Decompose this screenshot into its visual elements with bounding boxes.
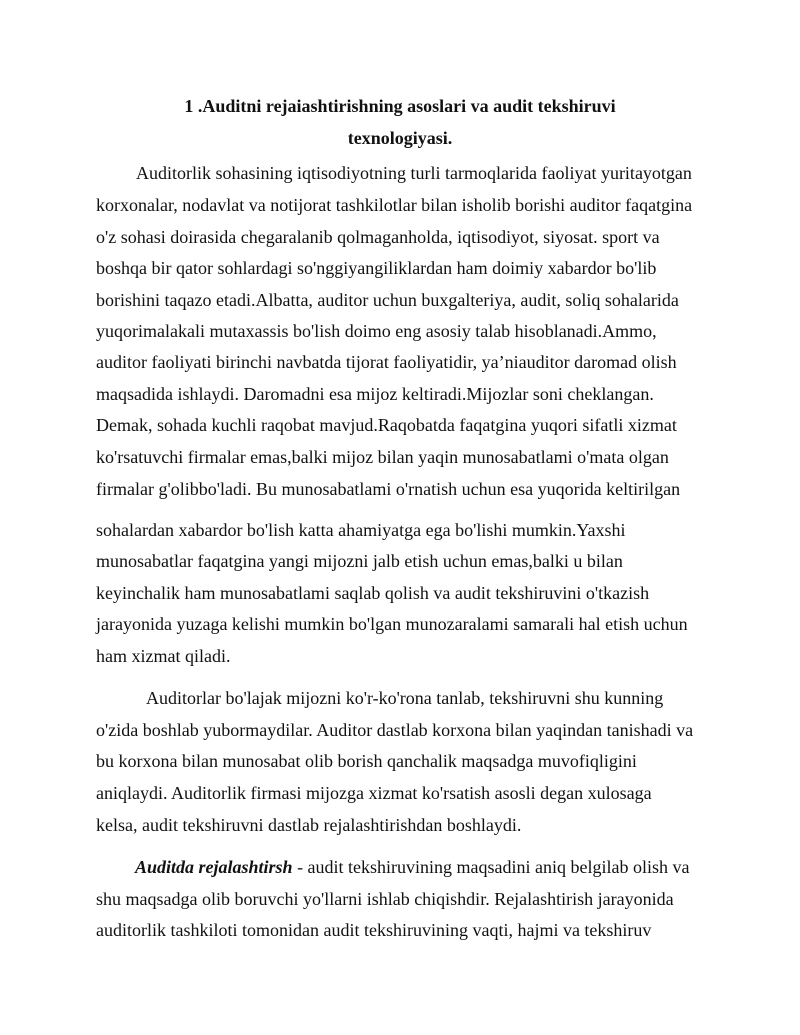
paragraph-1-line: ko'rsatuvchi firmalar emas,balki mijoz bilan yaqin munosabatlami o'mata olgan bbox=[96, 447, 669, 467]
definition-term: Auditda rejalashtirsh bbox=[135, 857, 293, 877]
paragraph-2-line: Auditorlar bo'lajak mijozni ko'r-ko'rona tanlab, tekshiruvni shu kunning bbox=[146, 688, 664, 708]
paragraph-3-line: auditorlik tashkiloti tomonidan audit tekshiruvining vaqti, hajmi va tekshiruv bbox=[96, 920, 652, 940]
paragraph-3-line: shu maqsadga olib boruvchi yo'llarni ishlab chiqishdir. Rejalashtirish jarayonida bbox=[96, 889, 674, 909]
paragraph-1-line: keyinchalik ham munosabatlami saqlab qolish va audit tekshiruvini o'tkazish bbox=[96, 583, 650, 603]
paragraph-1-line: firmalar g'olibbo'ladi. Bu munosabatlami o'rnatish uchun esa yuqorida keltirilgan bbox=[96, 479, 681, 499]
paragraph-1-line: korxonalar, nodavlat va notijorat tashkilotlar bilan isholib borishi auditor faqatgina bbox=[96, 195, 693, 215]
paragraph-1-line: ham xizmat qiladi. bbox=[96, 646, 231, 666]
definition-text: - audit tekshiruvining maqsadini aniq belgilab olish va bbox=[292, 857, 690, 877]
paragraph-1-line: boshqa bir qator sohlardagi so'nggiyangiliklardan ham doimiy xabardor bo'lib bbox=[96, 258, 657, 278]
paragraph-1-line: borishini taqazo etadi.Albatta, auditor uchun buxgalteriya, audit, soliq sohalarida bbox=[96, 290, 679, 310]
paragraph-1-line: yuqorimalakali mutaxassis bo'lish doimo eng asosiy talab hisoblanadi.Ammo, bbox=[96, 321, 657, 341]
paragraph-1-line: munosabatlar faqatgina yangi mijozni jalb etish uchun emas,balki u bilan bbox=[96, 551, 623, 571]
paragraph-2-line: aniqlaydi. Auditorlik firmasi mijozga xizmat ko'rsatish asosli degan xulosaga bbox=[96, 783, 652, 803]
paragraph-1-line: sohalardan xabardor bo'lish katta ahamiyatga ega bo'lishi mumkin.Yaxshi bbox=[96, 520, 626, 540]
paragraph-3-first-line bbox=[135, 857, 755, 877]
document-title-line-2: texnologiyasi. bbox=[347, 128, 453, 148]
paragraph-1-line: Auditorlik sohasining iqtisodiyotning turli tarmoqlarida faoliyat yuritayotgan bbox=[136, 163, 692, 183]
document-title-line-1: 1 .Auditni rejaiashtirishning asoslari va audit tekshiruvi bbox=[184, 96, 616, 116]
paragraph-1-line: maqsadida ishlaydi. Daromadni esa mijoz keltiradi.Mijozlar soni cheklangan. bbox=[96, 384, 654, 404]
paragraph-1-line: o'z sohasi doirasida chegaralanib qolmaganholda, iqtisodiyot, siyosat. sport va bbox=[96, 227, 660, 247]
paragraph-1-line: auditor faoliyati birinchi navbatda tijorat faoliyatidir, ya’niauditor daromad olish bbox=[96, 352, 677, 372]
paragraph-1-line: Demak, sohada kuchli raqobat mavjud.Raqobatda faqatgina yuqori sifatli xizmat bbox=[96, 415, 677, 435]
paragraph-2-line: o'zida boshlab yubormaydilar. Auditor dastlab korxona bilan yaqindan tanishadi va bbox=[96, 720, 694, 740]
paragraph-2-line: kelsa, audit tekshiruvni dastlab rejalashtirishdan boshlaydi. bbox=[96, 815, 522, 835]
paragraph-1-line: jarayonida yuzaga kelishi mumkin bo'lgan munozaralami samarali hal etish uchun bbox=[96, 614, 688, 634]
paragraph-2-line: bu korxona bilan munosabat olib borish qanchalik maqsadga muvofiqligini bbox=[96, 751, 637, 771]
